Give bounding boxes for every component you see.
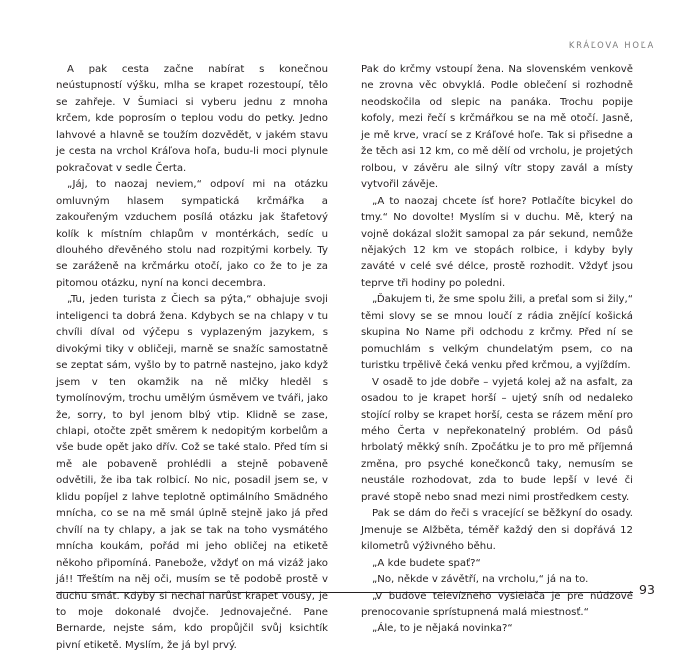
- paragraph: „A to naozaj chcete ísť hore? Potlačíte bicykel do tmy.“ No dovolte! Myslím si v duchu. Mě, který na vojně dokázal složit samopal za pár sekund, nemůže nějakých 12 km ve stopách rolbice, i kdyby byly zaváté v celé své délce, prostě rozhodit. Vždyť jsou teprve tři hodiny po poledni.: [361, 195, 633, 289]
- page-number: 93: [639, 582, 655, 597]
- paragraph: V osadě to jde dobře – vyjetá kolej až na asfalt, za osadou to je krapet horší – ujetý sníh od nedaleko stojící rolby se krapet horší, cesta se rázem mění pro mého Čerta v nepřekonatelný problém. Od pásů hrbolatý měkký sníh. Zpočátku je to pro mě příjemná změna, pro psyché konečkonců taky, nemusím se neustále rozhodovat, zda to bude lepší v levé či pravé stopě nebo snad mezi nimi prostředkem cesty.: [361, 376, 633, 503]
- dialogue-line: „V budove televízneho vysielača je pre núdzové prenocovanie sprístupnená malá miestnosť.“: [361, 590, 633, 618]
- paragraph: „Jáj, to naozaj neviem,“ odpoví mi na otázku omluvným hlasem sympatická krčmářka a zakouřeným vzduchem posílá otázku jak štafetový kolík k místním chlapům v montérkách, sedíc u dlouhého dřevěného stolu nad rozpitými korbely. Ty se zaráženě na krčmárku otočí, jako co že to je za pitomou otázku, nyní na konci decembra.: [56, 179, 328, 289]
- footer-rule: [56, 592, 633, 593]
- paragraph: A pak cesta začne nabírat s konečnou neústupností výšku, mlha se krapet rozestoupí, tělo se zahřeje. V Šumiaci si vyberu jednu z mnoha krčem, kde poprosím o teplou vodu do petky. Jedno lahvové a hlavně se toužím dozvědět, v jakém stavu je cesta na vrchol Kráľova hoľa, budu-li moci plynule pokračovat v sedle Čerta.: [56, 64, 328, 174]
- dialogue-line: „No, někde v závětří, na vrcholu,“ já na to.: [372, 574, 589, 586]
- right-column: [361, 62, 633, 638]
- running-head: KRÁĽOVA HOĽA: [568, 40, 655, 50]
- paragraph: Pak do krčmy vstoupí žena. Na slovenském venkově ne zrovna věc obvyklá. Podle oblečení si rozhodně neodskočila od slepic na panáka. Trochu popije kofoly, mezi řečí s krčmářkou se na mě otočí. Jasně, je mě krve, vrací se z Kráľové hoľe. Tak si přisedne a že těch asi 12 km, co mě dělí od vrcholu, je projetých rolbou, v závěru ale silný vítr stopy zavál a místy vytvořil závěje.: [361, 64, 633, 191]
- paragraph: „Tu, jeden turista z Čiech sa pýta,“ obhajuje svoji inteligenci ta dobrá žena. Kdybych se na chlapy v tu chvíli díval od výčepu s vyplazeným jazykem, s divokými tiky v obličeji, marně se snažíc samostatně se zeptat sám, vyšlo by to patrně nastejno, jako když jsem v ten okamžik na ně mlčky hleděl s tymolínovým, trochu umělým úsměvem ve tváři, jako že, sorry, to byl jenom blbý vtip. Klidně se zase, chlapi, otočte zpět směrem k nedopitým korbelům a vše bude opět jako dřív. Což se také stalo. Před tím si mě ale pobaveně prohlédli a stejně pobaveně odvětili, že iba tak rolbicí. No nic, posadil jsem se, v klidu popíjel z lahve teplotně optimálního Smädného mnícha, co se na mě smál úplně stejně jako já před chvílí na ty chlapy, a jak se tak na toho vysmátého mnícha koukám, pořád mi jeho obličej na etiketě někoho připomíná. Panebože, vždyť on má vizáž jako já!! Třeštím na něj oči, musím se tě podobě prostě v duchu smát. Kdyby si nechal narůst krapet vousy, je to moje dokonalé dvojče. Jednovaječné. Pane Bernarde, nejste sám, kdo propůjčil svůj ksichtík pivní etiketě. Myslím, že já byl prvý.: [56, 294, 328, 651]
- dialogue-line: „Ále, to je nějaká novinka?“: [372, 623, 513, 635]
- dialogue-line: „A kde budete spať?“: [372, 557, 481, 569]
- paragraph: „Ďakujem ti, že sme spolu žili, a preťal som si žily,“ těmi slovy se se mnou loučí z rádia znějící košická skupina No Name při odchodu z krčmy. Před ní se pomuchlám s velkým chundelatým psem, co na turistku trpělivě čeká venku před krčmou, a vyjíždím.: [361, 294, 633, 372]
- paragraph: Pak se dám do řeči s vracející se běžkyní do osady. Jmenuje se Alžběta, téměř každý den si dopřává 12 kilometrů výživného běhu.: [361, 508, 633, 553]
- left-column: [56, 62, 328, 654]
